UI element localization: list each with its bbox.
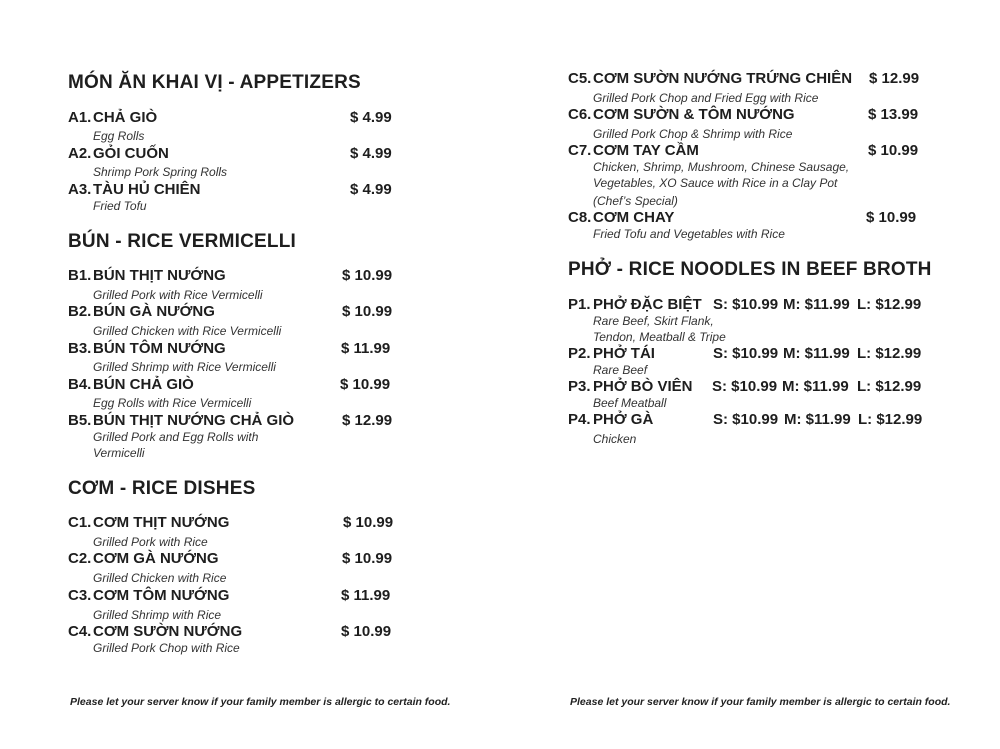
item-name: BÚN THỊT NƯỚNG — [93, 267, 226, 284]
menu-item-c7 — [568, 142, 918, 159]
item-description: Fried Tofu and Vegetables with Rice — [593, 227, 785, 241]
menu-item-p4 — [568, 411, 923, 428]
price-large: L: $12.99 — [857, 345, 922, 362]
vermicelli-title: BÚN - RICE VERMICELLI — [68, 231, 296, 252]
menu-item-c5 — [568, 70, 918, 87]
item-code: B1. — [68, 267, 92, 284]
allergy-notice-right: Please let your server know if your family member is allergic to certain food. — [570, 696, 951, 708]
item-name: CƠM SƯỜN & TÔM NƯỚNG — [593, 106, 795, 123]
item-code: C1. — [68, 514, 92, 531]
price-large: L: $12.99 — [858, 411, 923, 428]
price-medium: M: $11.99 — [783, 345, 850, 362]
item-price: $ 4.99 — [350, 145, 392, 162]
menu-item-p2 — [568, 345, 922, 362]
item-code: B5. — [68, 412, 92, 429]
item-code: C8. — [568, 209, 592, 226]
price-large: L: $12.99 — [857, 378, 922, 395]
price-small: S: $10.99 — [713, 296, 779, 313]
menu-item-c8 — [568, 209, 918, 226]
menu-item-c1 — [68, 514, 393, 531]
item-description: Chicken, Shrimp, Mushroom, Chinese Sausage, — [593, 160, 850, 174]
item-price: $ 10.99 — [866, 209, 917, 226]
item-code: C4. — [68, 623, 92, 640]
item-description: Grilled Shrimp with Rice Vermicelli — [93, 360, 276, 374]
menu-item-a1 — [68, 109, 393, 126]
item-name: PHỞ BÒ VIÊN — [593, 378, 693, 395]
item-description: Grilled Pork and Egg Rolls with — [93, 430, 259, 444]
item-code: B2. — [68, 303, 92, 320]
item-name: CHẢ GIÒ — [93, 109, 158, 126]
item-code: A3. — [68, 181, 92, 198]
item-description: Tendon, Meatball & Tripe — [593, 330, 726, 344]
item-description: Vegetables, XO Sauce with Rice in a Clay Pot — [593, 176, 838, 190]
item-code: P4. — [568, 411, 591, 428]
item-description: Grilled Pork Chop with Rice — [93, 641, 240, 655]
price-large: L: $12.99 — [857, 296, 922, 313]
item-name: PHỞ GÀ — [593, 411, 654, 428]
item-description: Beef Meatball — [593, 396, 667, 410]
item-name: CƠM CHAY — [593, 209, 675, 226]
item-price: $ 4.99 — [350, 181, 392, 198]
item-price: $ 13.99 — [868, 106, 919, 123]
price-small: S: $10.99 — [713, 345, 779, 362]
item-name: PHỞ ĐẶC BIỆT — [593, 296, 702, 313]
price-small: S: $10.99 — [713, 411, 779, 428]
item-name: BÚN TÔM NƯỚNG — [93, 340, 226, 357]
item-description: Rare Beef, Skirt Flank, — [593, 314, 714, 328]
menu-item-a3 — [68, 181, 393, 198]
item-name: CƠM TÔM NƯỚNG — [93, 587, 230, 604]
item-code: P1. — [568, 296, 591, 313]
item-name: CƠM THỊT NƯỚNG — [93, 514, 230, 531]
item-description: (Chef’s Special) — [593, 194, 678, 208]
menu-item-b3 — [68, 340, 393, 357]
item-description: Vermicelli — [93, 446, 145, 460]
item-price: $ 10.99 — [342, 550, 393, 567]
item-name: BÚN THỊT NƯỚNG CHẢ GIÒ — [93, 412, 295, 429]
item-name: CƠM SƯỜN NƯỚNG — [93, 623, 243, 640]
menu-item-a2 — [68, 145, 393, 162]
item-price: $ 10.99 — [868, 142, 919, 159]
item-code: C2. — [68, 550, 92, 567]
appetizers-title: MÓN ĂN KHAI VỊ - APPETIZERS — [68, 72, 361, 93]
item-name: CƠM GÀ NƯỚNG — [93, 550, 219, 567]
item-name: PHỞ TÁI — [593, 345, 655, 362]
item-code: C3. — [68, 587, 92, 604]
item-code: B4. — [68, 376, 92, 393]
item-description: Egg Rolls with Rice Vermicelli — [93, 396, 252, 410]
menu-item-b1 — [68, 267, 393, 284]
item-description: Grilled Chicken with Rice — [93, 571, 227, 585]
price-medium: M: $11.99 — [784, 411, 851, 428]
item-price: $ 11.99 — [341, 587, 391, 604]
item-name: TÀU HỦ CHIÊN — [93, 181, 201, 198]
menu-item-c6 — [568, 106, 918, 123]
menu-item-b5 — [68, 412, 393, 429]
item-description: Grilled Chicken with Rice Vermicelli — [93, 324, 282, 338]
item-description: Egg Rolls — [93, 129, 145, 143]
price-medium: M: $11.99 — [783, 296, 850, 313]
item-price: $ 10.99 — [343, 514, 394, 531]
item-description: Grilled Pork with Rice — [93, 535, 208, 549]
item-description: Grilled Pork Chop and Fried Egg with Rice — [593, 91, 819, 105]
item-price: $ 12.99 — [342, 412, 393, 429]
allergy-notice-left: Please let your server know if your family member is allergic to certain food. — [70, 696, 451, 708]
pho-title: PHỞ - RICE NOODLES IN BEEF BROTH — [568, 259, 932, 280]
item-name: BÚN GÀ NƯỚNG — [93, 303, 215, 320]
item-code: P3. — [568, 378, 591, 395]
item-price: $ 10.99 — [342, 267, 393, 284]
item-code: B3. — [68, 340, 92, 357]
item-description: Grilled Pork with Rice Vermicelli — [93, 288, 263, 302]
item-code: A1. — [68, 109, 92, 126]
item-code: C7. — [568, 142, 592, 159]
price-small: S: $10.99 — [712, 378, 778, 395]
item-code: A2. — [68, 145, 92, 162]
item-price: $ 10.99 — [342, 303, 393, 320]
item-description: Rare Beef — [593, 363, 648, 377]
item-description: Chicken — [593, 432, 637, 446]
item-code: C5. — [568, 70, 592, 87]
item-code: C6. — [568, 106, 592, 123]
item-price: $ 10.99 — [341, 623, 392, 640]
item-name: CƠM SƯỜN NƯỚNG TRỨNG CHIÊN — [593, 70, 853, 87]
rice-dishes-title: CƠM - RICE DISHES — [68, 478, 256, 499]
item-name: GỎI CUỐN — [93, 145, 169, 162]
item-name: BÚN CHẢ GIÒ — [93, 376, 194, 393]
item-price: $ 4.99 — [350, 109, 392, 126]
item-price: $ 11.99 — [341, 340, 391, 357]
item-price: $ 12.99 — [869, 70, 920, 87]
item-price: $ 10.99 — [340, 376, 391, 393]
item-name: CƠM TAY CẦM — [593, 142, 699, 159]
menu-item-c2 — [68, 550, 393, 567]
price-medium: M: $11.99 — [782, 378, 849, 395]
menu-item-c4 — [68, 623, 393, 640]
menu-item-b4 — [68, 376, 393, 393]
item-code: P2. — [568, 345, 591, 362]
item-description: Grilled Pork Chop & Shrimp with Rice — [593, 127, 793, 141]
item-description: Grilled Shrimp with Rice — [93, 608, 222, 622]
menu-item-p1 — [568, 296, 922, 313]
menu-item-c3 — [68, 587, 393, 604]
item-description: Fried Tofu — [93, 199, 147, 213]
item-description: Shrimp Pork Spring Rolls — [93, 165, 228, 179]
menu-item-p3 — [568, 378, 922, 395]
menu-item-b2 — [68, 303, 393, 320]
